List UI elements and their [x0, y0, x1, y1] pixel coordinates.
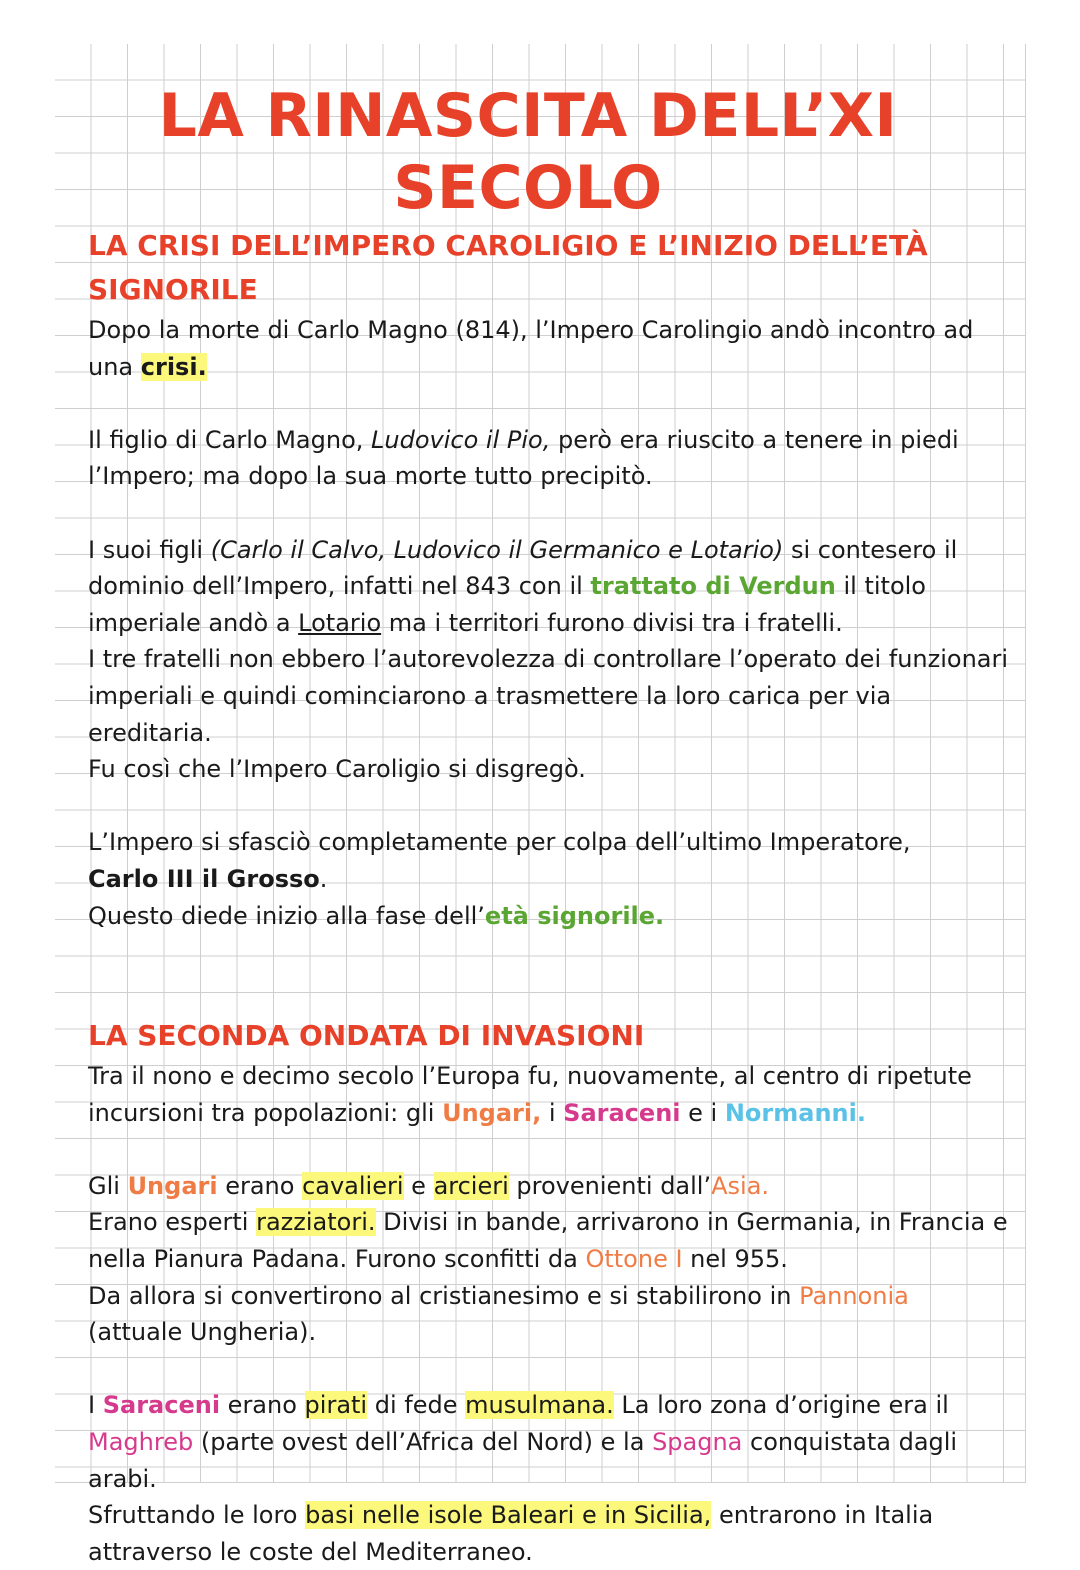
paragraph: [88, 312, 1008, 385]
text: (attuale Ungheria).: [88, 1318, 317, 1347]
spagna: Spagna: [652, 1428, 743, 1457]
highlight-arcieri: arcieri: [433, 1171, 509, 1200]
text: nel 955.: [682, 1245, 788, 1274]
lotario-underlined: Lotario: [298, 608, 382, 637]
document-body: [88, 80, 1008, 1570]
highlight-cavalieri: cavalieri: [302, 1171, 404, 1200]
text: Dopo la morte di Carlo Magno (814), l’Impero Carolingio andò incontro ad una: [88, 316, 974, 381]
text: conquistata dagli arabi.: [88, 1428, 958, 1493]
saraceni: Saraceni: [102, 1391, 221, 1420]
text: entrarono in Italia attraverso le coste del Mediterraneo.: [88, 1501, 934, 1566]
section1-heading: [88, 224, 1008, 312]
ungari: Ungari: [127, 1171, 218, 1200]
sons-names: (Carlo il Calvo, Ludovico il Germanico e Lotario): [210, 535, 784, 564]
paragraph: [88, 1058, 1008, 1131]
section1-heading-line1: LA CRISI DELL’IMPERO CAROLIGIO E L’INIZIO DELL’ETÀ: [88, 229, 928, 262]
text: Divisi in bande, arrivarono in Germania, in Francia e nella Pianura Padana. Furono sconfitti da: [88, 1208, 1008, 1274]
text: Da allora si convertirono al cristianesimo e si stabilirono in: [88, 1281, 800, 1310]
normanni: Normanni.: [724, 1098, 866, 1127]
paragraph: I tre fratelli non ebbero l’autorevolezza di controllare l’operato dei funzionari imperiali e quindi cominciarono a trasmettere la loro carica per via ereditaria.: [88, 645, 1009, 747]
paragraph: [88, 824, 1008, 934]
paragraph: [88, 1497, 1008, 1570]
highlight-razziatori: razziatori.: [256, 1208, 376, 1237]
text: di fede: [367, 1391, 466, 1420]
maghreb: Maghreb: [88, 1428, 194, 1457]
highlight-basi: basi nelle isole Baleari e in Sicilia,: [305, 1501, 712, 1530]
text: erano: [217, 1171, 303, 1200]
text: I suoi figli: [88, 535, 211, 564]
text: Questo diede inizio alla fase dell’: [88, 901, 485, 930]
section1-heading-line2: SIGNORILE: [88, 273, 258, 306]
text: e i: [680, 1098, 725, 1127]
paragraph: [88, 1168, 1008, 1205]
text: Erano esperti: [88, 1208, 257, 1237]
text: si contesero il dominio dell’Impero, infatti nel 843 con il: [88, 535, 958, 601]
trattato-di-verdun: trattato di Verdun: [590, 572, 836, 601]
text: i: [541, 1098, 564, 1127]
text: provenienti dall’: [508, 1171, 712, 1200]
text: .: [319, 864, 328, 893]
carlo-iii-il-grosso: Carlo III il Grosso: [88, 864, 320, 893]
eta-signorile: età signorile.: [484, 901, 665, 930]
text: Tra il nono e decimo secolo l’Europa fu, nuovamente, al centro di ripetute incursioni tra popolazioni: gli: [88, 1062, 972, 1127]
page-title: LA RINASCITA DELL’XI SECOLO: [158, 81, 898, 223]
section2-heading: LA SECONDA ONDATA DI INVASIONI: [88, 1019, 645, 1053]
paragraph: [88, 1278, 1008, 1351]
text: però era riuscito a tenere in piedi l’Impero; ma dopo la sua morte tutto precipitò.: [88, 425, 959, 491]
text: L’Impero si sfasciò completamente per colpa dell’ultimo Imperatore,: [88, 828, 911, 857]
saraceni: Saraceni: [563, 1098, 681, 1127]
ungari: Ungari,: [442, 1098, 542, 1127]
paragraph: Fu così che l’Impero Caroligio si disgregò.: [88, 755, 586, 784]
text: erano: [220, 1391, 305, 1420]
text: il titolo imperiale andò a: [88, 572, 926, 637]
asia: Asia.: [711, 1171, 770, 1200]
text: Gli: [88, 1171, 128, 1200]
highlight-pirati: pirati: [304, 1391, 368, 1420]
pannonia: Pannonia: [799, 1281, 909, 1310]
ludovico-il-pio: Ludovico il Pio,: [371, 425, 551, 454]
highlight-crisi: crisi.: [140, 352, 207, 381]
text: I: [88, 1391, 103, 1420]
highlight-musulmana: musulmana.: [465, 1391, 614, 1420]
paragraph: [88, 422, 1008, 495]
paragraph: [88, 1387, 1008, 1497]
text: La loro zona d’origine era il: [613, 1391, 949, 1420]
paragraph: [88, 1204, 1008, 1277]
text: e: [403, 1171, 434, 1200]
text: Il figlio di Carlo Magno,: [88, 425, 372, 454]
text: Sfruttando le loro: [88, 1501, 306, 1530]
text: (parte ovest dell’Africa del Nord) e la: [193, 1428, 653, 1457]
text: ma i territori furono divisi tra i fratelli.: [381, 608, 843, 637]
paragraph: [88, 532, 1008, 642]
ottone-i: Ottone I: [585, 1245, 683, 1274]
